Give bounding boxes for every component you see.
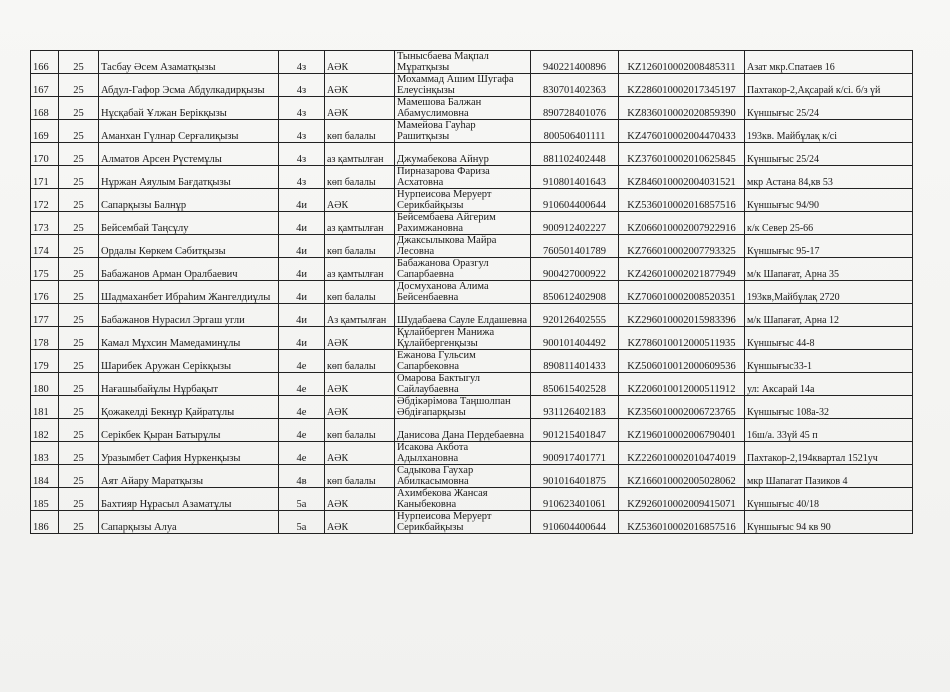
student-name-cell: Нағашыбайұлы Нұрбақыт	[99, 373, 279, 396]
student-name-cell: Камал Мұхсин Мамедаминұлы	[99, 327, 279, 350]
category-cell: аз қамтылған	[325, 212, 395, 235]
category-cell: АӘК	[325, 97, 395, 120]
table-row	[31, 120, 913, 143]
grade-cell: 4и	[279, 281, 325, 304]
iin-cell: 900917401771	[531, 442, 619, 465]
address-cell: Пахтакор-2,Ақсарай к/сі. б/з үй	[745, 74, 913, 97]
parent-name-cell: Мамешова Балжан Абамуслимовна	[395, 97, 531, 120]
row-number: 168	[31, 97, 59, 120]
table-row	[31, 373, 913, 396]
grade-cell: 4и	[279, 304, 325, 327]
category-cell: көп балалы	[325, 281, 395, 304]
code-cell: 25	[59, 327, 99, 350]
parent-name-cell: Нурпеисова Меруерт Серикбайқызы	[395, 511, 531, 534]
grade-cell: 4в	[279, 465, 325, 488]
address-cell: Күншығыс 44-8	[745, 327, 913, 350]
table-row	[31, 143, 913, 166]
code-cell: 25	[59, 74, 99, 97]
row-number: 177	[31, 304, 59, 327]
grade-cell: 4е	[279, 373, 325, 396]
category-cell: АӘК	[325, 511, 395, 534]
code-cell: 25	[59, 442, 99, 465]
iin-cell: 920126402555	[531, 304, 619, 327]
grade-cell: 4е	[279, 419, 325, 442]
iin-cell: 900101404492	[531, 327, 619, 350]
grade-cell: 4е	[279, 396, 325, 419]
student-name-cell: Қожакелді Бекнұр Қайратұлы	[99, 396, 279, 419]
address-cell: Пахтакор-2,194квартал 1521уч	[745, 442, 913, 465]
account-cell: KZ706010002008520351	[619, 281, 745, 304]
address-cell: Күншығыс 108а-32	[745, 396, 913, 419]
row-number: 176	[31, 281, 59, 304]
grade-cell: 4и	[279, 235, 325, 258]
student-name-cell: Аманхан Гүлнар Серғалиқызы	[99, 120, 279, 143]
table-row	[31, 327, 913, 350]
code-cell: 25	[59, 166, 99, 189]
parent-name-cell: Құлайберген Манижа Құлайбергенқызы	[395, 327, 531, 350]
grade-cell: 4з	[279, 166, 325, 189]
parent-name-cell: Пирназарова Фариза Асхатовна	[395, 166, 531, 189]
category-cell: АӘК	[325, 488, 395, 511]
grade-cell: 4з	[279, 74, 325, 97]
table-row	[31, 74, 913, 97]
parent-name-cell: Садыкова Гаухар Абилкасымовна	[395, 465, 531, 488]
account-cell: KZ536010002016857516	[619, 189, 745, 212]
iin-cell: 910801401643	[531, 166, 619, 189]
row-number: 185	[31, 488, 59, 511]
student-name-cell: Бабажанов Нурасил Эргаш угли	[99, 304, 279, 327]
category-cell: көп балалы	[325, 166, 395, 189]
grade-cell: 5а	[279, 511, 325, 534]
table-row	[31, 51, 913, 74]
student-name-cell: Нұржан Аяулым Бағдатқызы	[99, 166, 279, 189]
category-cell: АӘК	[325, 373, 395, 396]
parent-name-cell: Бейсембаева Айгерим Рахимжановна	[395, 212, 531, 235]
student-name-cell: Серікбек Қыран Батырұлы	[99, 419, 279, 442]
student-name-cell: Бейсембай Таңсұлу	[99, 212, 279, 235]
code-cell: 25	[59, 419, 99, 442]
table-row	[31, 235, 913, 258]
student-name-cell: Бабажанов Арман Оралбаевич	[99, 258, 279, 281]
account-cell: KZ786010012000511935	[619, 327, 745, 350]
address-cell: Күншығыс 40/18	[745, 488, 913, 511]
category-cell: аз қамтылған	[325, 258, 395, 281]
code-cell: 25	[59, 304, 99, 327]
code-cell: 25	[59, 97, 99, 120]
grade-cell: 4и	[279, 327, 325, 350]
student-name-cell: Уразымбет Сафия Нуркенқызы	[99, 442, 279, 465]
parent-name-cell: Досмуханова Алима Бейсенбаевна	[395, 281, 531, 304]
address-cell: мкр Шапагат Пазиков 4	[745, 465, 913, 488]
address-cell: к/к Север 25-66	[745, 212, 913, 235]
address-cell: 16ш/а. 33үй 45 п	[745, 419, 913, 442]
account-cell: KZ296010002015983396	[619, 304, 745, 327]
account-cell: KZ166010002005028062	[619, 465, 745, 488]
iin-cell: 760501401789	[531, 235, 619, 258]
table-body	[31, 51, 913, 534]
code-cell: 25	[59, 373, 99, 396]
account-cell: KZ536010002016857516	[619, 511, 745, 534]
code-cell: 25	[59, 465, 99, 488]
iin-cell: 800506401111	[531, 120, 619, 143]
iin-cell: 940221400896	[531, 51, 619, 74]
row-number: 178	[31, 327, 59, 350]
student-name-cell: Шадмаханбет Ибраһим Жангелдиұлы	[99, 281, 279, 304]
row-number: 175	[31, 258, 59, 281]
grade-cell: 4з	[279, 120, 325, 143]
address-cell: 193кв,Майбұлақ 2720	[745, 281, 913, 304]
account-cell: KZ506010012000609536	[619, 350, 745, 373]
code-cell: 25	[59, 258, 99, 281]
category-cell: АӘК	[325, 51, 395, 74]
category-cell: көп балалы	[325, 120, 395, 143]
address-cell: Күншығыс 95-17	[745, 235, 913, 258]
parent-name-cell: Джаксылыкова Майра Лесовна	[395, 235, 531, 258]
row-number: 181	[31, 396, 59, 419]
table-row	[31, 166, 913, 189]
student-name-cell: Алматов Арсен Рүстемұлы	[99, 143, 279, 166]
address-cell: м/к Шапағат, Арна 35	[745, 258, 913, 281]
iin-cell: 830701402363	[531, 74, 619, 97]
address-cell: 193кв. Майбұлақ к/сі	[745, 120, 913, 143]
row-number: 170	[31, 143, 59, 166]
iin-cell: 890728401076	[531, 97, 619, 120]
address-cell: мкр Астана 84,кв 53	[745, 166, 913, 189]
address-cell: Күншығыс 94 кв 90	[745, 511, 913, 534]
parent-name-cell: Нурпеисова Меруерт Серикбайқызы	[395, 189, 531, 212]
code-cell: 25	[59, 281, 99, 304]
table-row	[31, 442, 913, 465]
iin-cell: 850615402528	[531, 373, 619, 396]
iin-cell: 910604400644	[531, 189, 619, 212]
category-cell: АӘК	[325, 189, 395, 212]
parent-name-cell: Мамейова Гауһар Рашитқызы	[395, 120, 531, 143]
student-name-cell: Тасбау Әсем Азаматқызы	[99, 51, 279, 74]
grade-cell: 4з	[279, 97, 325, 120]
code-cell: 25	[59, 51, 99, 74]
account-cell: KZ426010002021877949	[619, 258, 745, 281]
category-cell: көп балалы	[325, 465, 395, 488]
parent-name-cell: Данисова Дана Пердебаевна	[395, 419, 531, 442]
account-cell: KZ066010002007922916	[619, 212, 745, 235]
category-cell: көп балалы	[325, 350, 395, 373]
account-cell: KZ766010002007793325	[619, 235, 745, 258]
row-number: 179	[31, 350, 59, 373]
code-cell: 25	[59, 488, 99, 511]
table-row	[31, 511, 913, 534]
category-cell: аз қамтылған	[325, 143, 395, 166]
table-row	[31, 258, 913, 281]
category-cell: АӘК	[325, 74, 395, 97]
row-number: 182	[31, 419, 59, 442]
parent-name-cell: Бабажанова Оразгул Сапарбаевна	[395, 258, 531, 281]
row-number: 172	[31, 189, 59, 212]
row-number: 167	[31, 74, 59, 97]
grade-cell: 4и	[279, 258, 325, 281]
beneficiary-table	[30, 50, 913, 534]
row-number: 180	[31, 373, 59, 396]
category-cell: көп балалы	[325, 235, 395, 258]
address-cell: ул: Аксарай 14а	[745, 373, 913, 396]
student-name-cell: Ордалы Көркем Сәбитқызы	[99, 235, 279, 258]
parent-name-cell: Джумабекова Айнур	[395, 143, 531, 166]
address-cell: Азат мкр.Спатаев 16	[745, 51, 913, 74]
account-cell: KZ476010002004470433	[619, 120, 745, 143]
table-row	[31, 97, 913, 120]
parent-name-cell: Омарова Бактыгул Сайлаубаевна	[395, 373, 531, 396]
category-cell: АӘК	[325, 442, 395, 465]
account-cell: KZ286010002017345197	[619, 74, 745, 97]
iin-cell: 900912402227	[531, 212, 619, 235]
parent-name-cell: Мохаммад Ашим Шугафа Елеусінқызы	[395, 74, 531, 97]
category-cell: АӘК	[325, 327, 395, 350]
category-cell: көп балалы	[325, 419, 395, 442]
parent-name-cell: Тынысбаева Мақпал Мұратқызы	[395, 51, 531, 74]
account-cell: KZ356010002006723765	[619, 396, 745, 419]
grade-cell: 4е	[279, 442, 325, 465]
parent-name-cell: Исакова Акбота Адылхановна	[395, 442, 531, 465]
code-cell: 25	[59, 189, 99, 212]
grade-cell: 4е	[279, 350, 325, 373]
student-name-cell: Бахтияр Нұрасыл Азаматұлы	[99, 488, 279, 511]
student-name-cell: Абдул-Гафор Эсма Абдулкадирқызы	[99, 74, 279, 97]
account-cell: KZ126010002008485311	[619, 51, 745, 74]
code-cell: 25	[59, 511, 99, 534]
row-number: 186	[31, 511, 59, 534]
grade-cell: 4з	[279, 143, 325, 166]
account-cell: KZ226010002010474019	[619, 442, 745, 465]
account-cell: KZ376010002010625845	[619, 143, 745, 166]
category-cell: Аз қамтылған	[325, 304, 395, 327]
code-cell: 25	[59, 235, 99, 258]
table-row	[31, 212, 913, 235]
parent-name-cell: Ахимбекова Жансая Каныбековна	[395, 488, 531, 511]
account-cell: KZ206010012000511912	[619, 373, 745, 396]
row-number: 174	[31, 235, 59, 258]
iin-cell: 901215401847	[531, 419, 619, 442]
row-number: 169	[31, 120, 59, 143]
code-cell: 25	[59, 350, 99, 373]
account-cell: KZ846010002004031521	[619, 166, 745, 189]
student-name-cell: Аят Айару Маратқызы	[99, 465, 279, 488]
iin-cell: 931126402183	[531, 396, 619, 419]
account-cell: KZ926010002009415071	[619, 488, 745, 511]
parent-name-cell: Әбдікәрімова Таңшолпан Әбдіғапарқызы	[395, 396, 531, 419]
student-name-cell: Шарибек Аружан Серікқызы	[99, 350, 279, 373]
row-number: 184	[31, 465, 59, 488]
grade-cell: 4и	[279, 189, 325, 212]
grade-cell: 5а	[279, 488, 325, 511]
address-cell: Күншығыс 94/90	[745, 189, 913, 212]
address-cell: Күншығыс 25/24	[745, 143, 913, 166]
table-row	[31, 419, 913, 442]
grade-cell: 4и	[279, 212, 325, 235]
parent-name-cell: Ежанова Гульсим Сапарбековна	[395, 350, 531, 373]
iin-cell: 910604400644	[531, 511, 619, 534]
table-row	[31, 350, 913, 373]
student-name-cell: Сапарқызы Балнұр	[99, 189, 279, 212]
table-row	[31, 465, 913, 488]
iin-cell: 881102402448	[531, 143, 619, 166]
category-cell: АӘК	[325, 396, 395, 419]
iin-cell: 900427000922	[531, 258, 619, 281]
iin-cell: 910623401061	[531, 488, 619, 511]
address-cell: Күншығыс 25/24	[745, 97, 913, 120]
code-cell: 25	[59, 396, 99, 419]
row-number: 166	[31, 51, 59, 74]
parent-name-cell: Шудабаева Сауле Елдашевна	[395, 304, 531, 327]
row-number: 173	[31, 212, 59, 235]
student-name-cell: Нұсқабай Ұлжан Берікқызы	[99, 97, 279, 120]
account-cell: KZ836010002020859390	[619, 97, 745, 120]
code-cell: 25	[59, 212, 99, 235]
table-row	[31, 396, 913, 419]
table-row	[31, 281, 913, 304]
account-cell: KZ196010002006790401	[619, 419, 745, 442]
row-number: 183	[31, 442, 59, 465]
iin-cell: 890811401433	[531, 350, 619, 373]
address-cell: м/к Шапағат, Арна 12	[745, 304, 913, 327]
code-cell: 25	[59, 143, 99, 166]
grade-cell: 4з	[279, 51, 325, 74]
row-number: 171	[31, 166, 59, 189]
table-row	[31, 189, 913, 212]
table-row	[31, 488, 913, 511]
code-cell: 25	[59, 120, 99, 143]
student-name-cell: Сапарқызы Алуа	[99, 511, 279, 534]
iin-cell: 850612402908	[531, 281, 619, 304]
address-cell: Күншығыс33-1	[745, 350, 913, 373]
table-row	[31, 304, 913, 327]
iin-cell: 901016401875	[531, 465, 619, 488]
